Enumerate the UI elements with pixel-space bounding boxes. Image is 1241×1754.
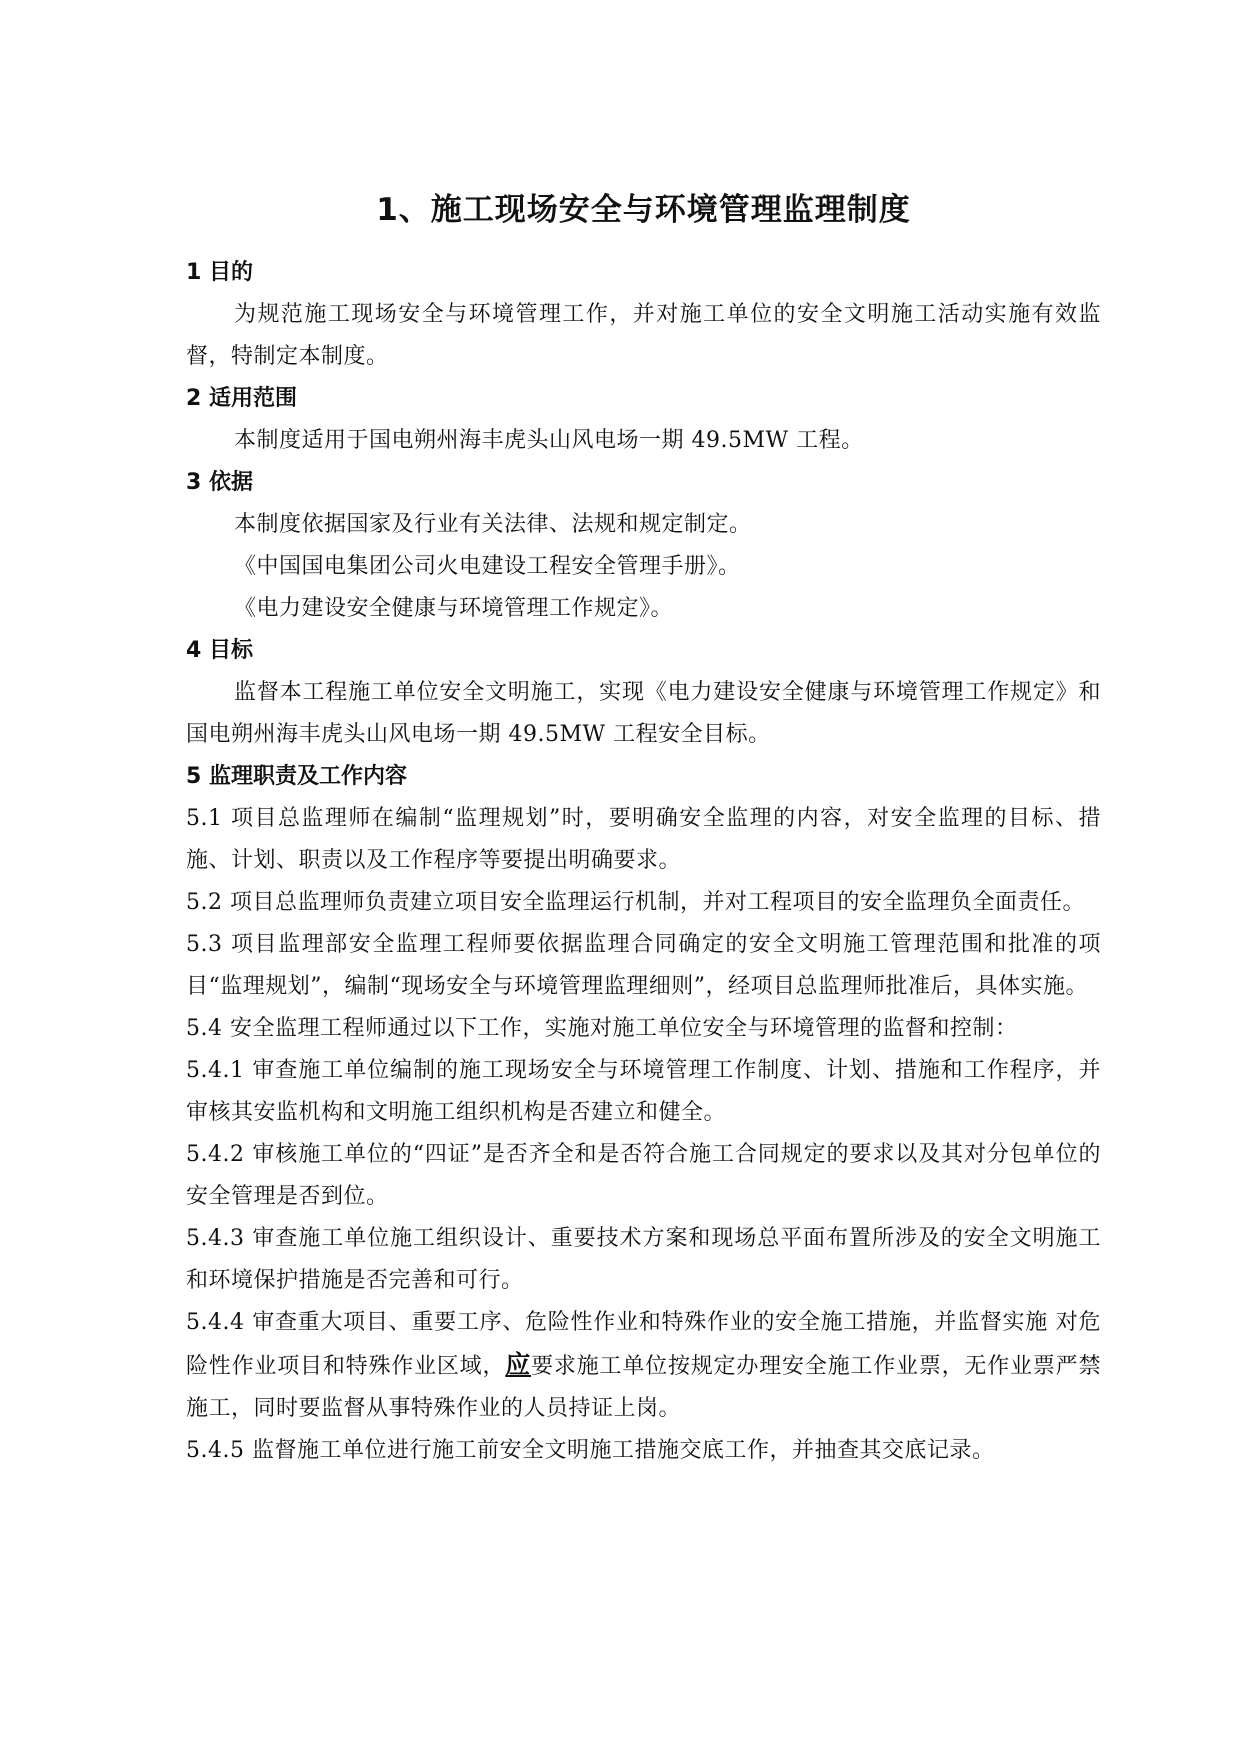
clause-5-4: 5.4 安全监理工程师通过以下工作，实施对施工单位安全与环境管理的监督和控制：	[186, 1016, 1018, 1041]
clause-text: 5.4.4 审查重大项目、重要工序、危险性作业和特殊作业的安全施工措施，并监督实施 对危险性作业项目和特殊作业区域，	[186, 1310, 1101, 1379]
paragraph: 监督本工程施工单位安全文明施工，实现《电力建设安全健康与环境管理工作规定》和国电朔州海丰虎头山风电场一期 49.5MW 工程安全目标。	[186, 680, 1101, 747]
page-title: 1、施工现场安全与环境管理监理制度	[376, 192, 911, 228]
paragraph: 《中国国电集团公司火电建设工程安全管理手册》。	[234, 554, 741, 579]
paragraph: 为规范施工现场安全与环境管理工作，并对施工单位的安全文明施工活动实施有效监督，特制定本制度。	[186, 302, 1101, 369]
clause-5-4-3: 5.4.3 审查施工单位施工组织设计、重要技术方案和现场总平面布置所涉及的安全文明施工和环境保护措施是否完善和可行。	[186, 1226, 1101, 1293]
clause-5-4-2: 5.4.2 审核施工单位的“四证”是否齐全和是否符合施工合同规定的要求以及其对分包单位的安全管理是否到位。	[186, 1142, 1101, 1209]
section-heading-scope: 2 适用范围	[186, 386, 297, 411]
section-heading-basis: 3 依据	[186, 470, 253, 495]
clause-text: 要求施工单位按规定办理安全施工作业票，无作业票严禁施工，同时要监督从事特殊作业的人员持证上岗。	[186, 1354, 1101, 1421]
clause-5-1: 5.1 项目总监理师在编制“监理规划”时，要明确安全监理的内容，对安全监理的目标、措施、计划、职责以及工作程序等要提出明确要求。	[186, 806, 1101, 873]
paragraph: 《电力建设安全健康与环境管理工作规定》。	[234, 596, 674, 621]
section-heading-duties: 5 监理职责及工作内容	[186, 764, 407, 789]
clause-5-4-1: 5.4.1 审查施工单位编制的施工现场安全与环境管理工作制度、计划、措施和工作程序，并审核其安监机构和文明施工组织机构是否建立和健全。	[186, 1058, 1101, 1125]
paragraph: 本制度依据国家及行业有关法律、法规和规定制定。	[234, 512, 752, 537]
clause-5-2: 5.2 项目总监理师负责建立项目安全监理运行机制，并对工程项目的安全监理负全面责任。	[186, 890, 1085, 915]
clause-5-3: 5.3 项目监理部安全监理工程师要依据监理合同确定的安全文明施工管理范围和批准的项目“监理规划”，编制“现场安全与环境管理监理细则”，经项目总监理师批准后，具体实施。	[186, 932, 1101, 999]
section-heading-objective: 4 目标	[186, 638, 253, 663]
document-page	[186, 190, 1101, 1472]
clause-5-4-5: 5.4.5 监督施工单位进行施工前安全文明施工措施交底工作，并抽查其交底记录。	[186, 1438, 995, 1463]
section-heading-purpose: 1 目的	[186, 260, 253, 285]
clause-5-4-4	[186, 1302, 1101, 1430]
paragraph: 本制度适用于国电朔州海丰虎头山风电场一期 49.5MW 工程。	[234, 428, 864, 453]
emphasis-text: 应	[505, 1350, 532, 1379]
